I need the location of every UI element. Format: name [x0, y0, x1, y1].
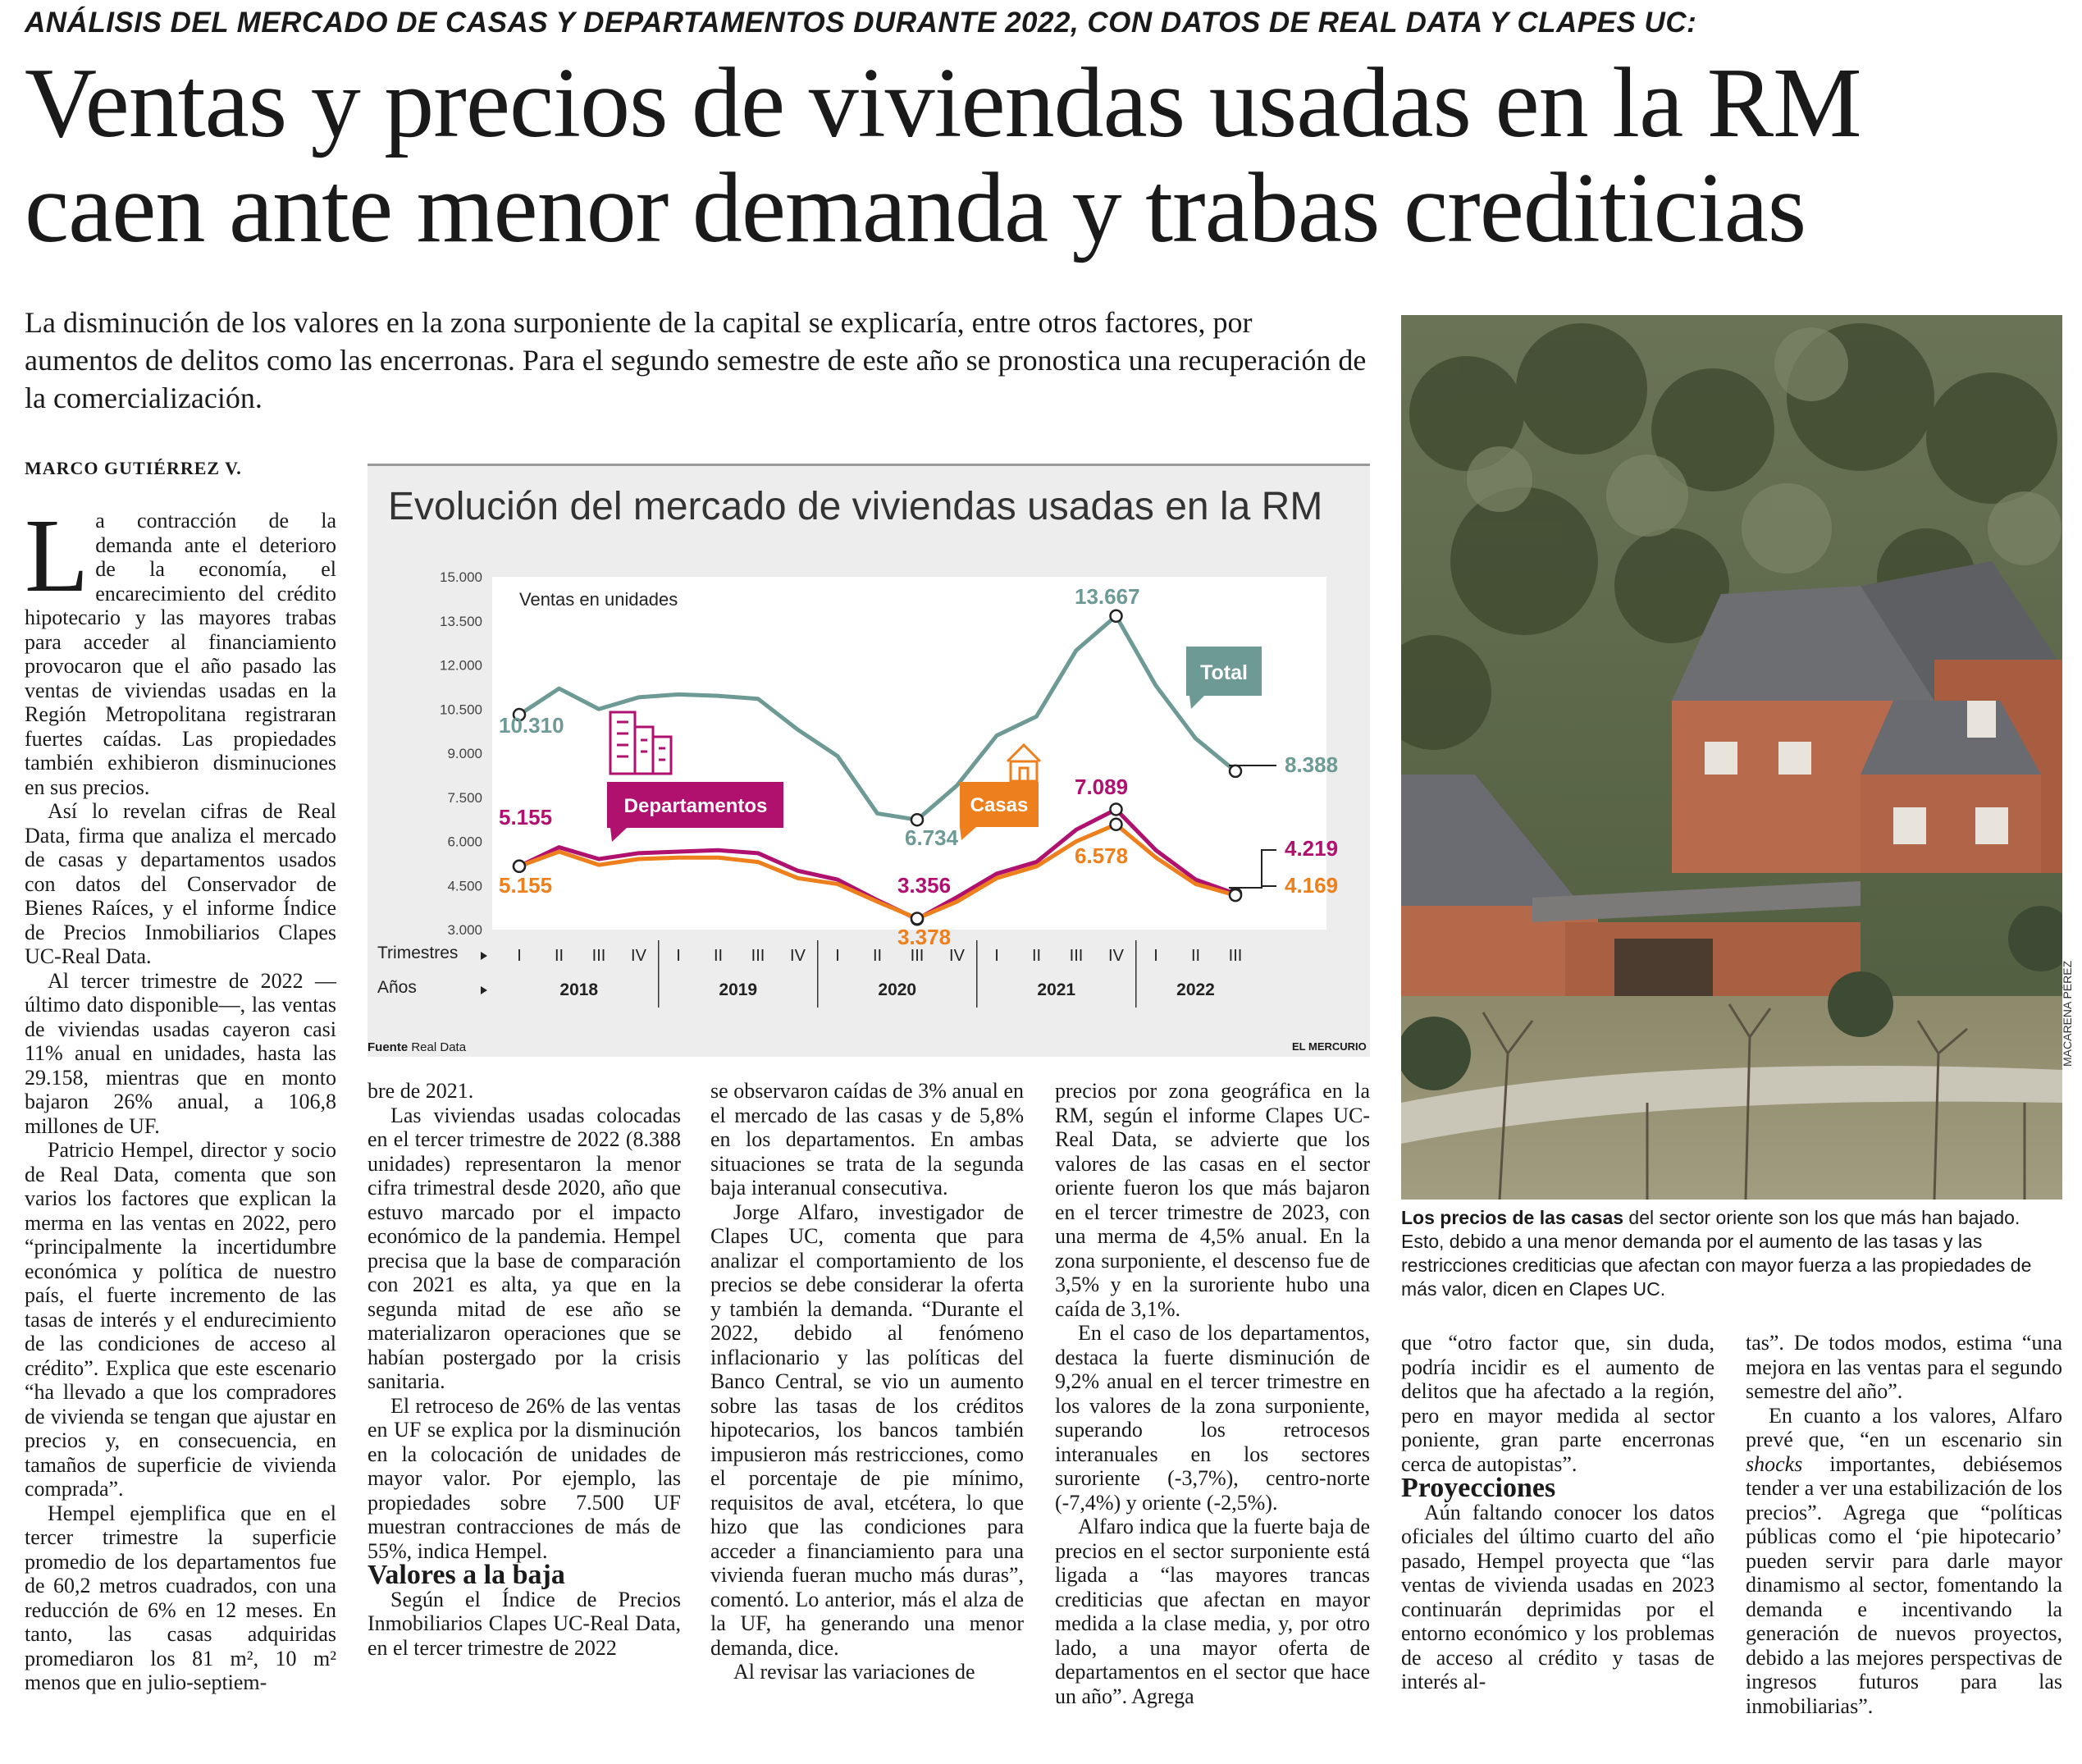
photo-caption: [1401, 1206, 2062, 1301]
section-heading-proyecciones: Proyecciones: [1401, 1473, 1556, 1503]
chart-box: [368, 464, 1370, 1057]
y-tick-label: 9.000: [447, 746, 482, 761]
source-label: Fuente: [368, 1040, 409, 1054]
caption-text: del sector oriente son los que más han bajado. Esto, debido a una menor demanda por el aumento de las tasas y las restricciones crediticias que afectan con mayor fuerza a las propiedades de más valor, dicen en Clapes UC.: [1401, 1207, 2032, 1300]
y-tick-label: 13.500: [440, 613, 482, 629]
data-point-marker: [514, 861, 525, 872]
chart-source: [368, 1040, 466, 1054]
data-point-marker: [1230, 889, 1241, 901]
quarter-tick-label: IV: [631, 947, 646, 965]
chart-title: Evolución del mercado de viviendas usadas en la RM: [388, 485, 1323, 528]
y-tick-label: 6.000: [447, 834, 482, 850]
chart-subtitle: Ventas en unidades: [519, 589, 678, 610]
article-column-1: [25, 497, 336, 1695]
quarter-tick-label: I: [517, 947, 522, 965]
article-column-2: [368, 1079, 681, 1660]
italic-term: shocks: [1746, 1451, 1803, 1476]
label-dep-end: 4.219: [1285, 836, 1339, 861]
article-column-6: [1746, 1331, 2062, 1718]
quarter-tick-label: II: [554, 947, 564, 965]
paragraph: que “otro factor que, sin duda, podría incidir es el aumento de delitos que ha afectado a la región, pero en mayor medida al sector poniente, gran parte encerronas cerca de autopistas”.: [1401, 1331, 1714, 1476]
paragraph: Alfaro indica que la fuerte baja de precios en el sector surponiente está ligada a “las mayores trancas crediticias que afectan en mayor medida a la clase media, y, por otro lado, a una mayor oferta de departamentos en el sector que hace un año”. Agrega: [1055, 1515, 1370, 1708]
chart-publisher: EL MERCURIO: [1292, 1040, 1367, 1053]
quarter-tick-label: III: [1069, 947, 1084, 965]
byline: MARCO GUTIÉRREZ V.: [25, 458, 242, 478]
y-tick-label: 4.500: [447, 878, 482, 894]
quarter-tick-label: I: [1153, 947, 1158, 965]
quarter-tick-label: I: [676, 947, 681, 965]
y-tick-label: 10.500: [440, 701, 482, 718]
paragraph: tas”. De todos modos, estima “una mejora en las ventas para el segundo semestre del año”.: [1746, 1331, 2062, 1403]
headline: [25, 48, 2059, 263]
label-total-end: 8.388: [1285, 752, 1339, 777]
paragraph-text: En cuanto a los valores, Alfaro prevé que, “en un escenario sin: [1746, 1403, 2062, 1451]
paragraph: [25, 497, 336, 799]
years-arrow-icon: [481, 986, 487, 994]
data-point-marker: [1111, 819, 1122, 830]
label-cas-end: 4.169: [1285, 873, 1339, 898]
label-cas-min: 3.378: [897, 925, 952, 949]
source-value: Real Data: [411, 1040, 467, 1054]
data-point-marker: [911, 912, 923, 924]
paragraph: bre de 2021.: [368, 1079, 474, 1103]
y-tick-label: 3.000: [447, 922, 482, 938]
paragraph: En el caso de los departamentos, destaca la fuerte disminución de 9,2% anual en el tercer trimestre en los valores de la zona surponiente, superando los retrocesos interanuales en los sectores suroriente (-3,7%), centro-norte (-7,4%) y oriente (-2,5%).: [1055, 1321, 1370, 1515]
data-point-marker: [1111, 803, 1122, 815]
paragraph-text: a contracción de la demanda ante el deterioro de la economía, el encarecimiento del crédito hipotecario y las mayores trabas para acceder al financiamiento provocaron que el año pasado las ventas de viviendas usadas en la Región Metropolitana registraran fuertes caídas. Las propiedades también exhibieron disminuciones en sus precios.: [25, 509, 336, 799]
paragraph: Las viviendas usadas colocadas en el tercer trimestre de 2022 (8.388 unidades) representaron la menor cifra trimestral desde 2020, año que estuvo marcado por el impacto económico de la pandemia. Hempel precisa que la base de comparación con 2021 es alta, ya que en la segunda mitad de ese año se materializaron operaciones que se habían postergado por la crisis sanitaria.: [368, 1103, 681, 1393]
paragraph: Según el Índice de Precios Inmobiliarios Clapes UC-Real Data, en el tercer trimestre de 2022: [368, 1587, 681, 1660]
data-point-marker: [911, 814, 923, 825]
article-column-3: [710, 1079, 1024, 1684]
y-tick-label: 7.500: [447, 789, 482, 806]
x-axis: [517, 940, 1242, 1008]
label-dep-start: 5.155: [499, 805, 553, 829]
paragraph: Así lo revelan cifras de Real Data, firma que analiza el mercado de casas y departamentos usados con datos del Conservador de Bienes Raíces, y el informe Índice de Precios Inmobiliarios Clapes UC-Real Data.: [25, 799, 336, 968]
quarter-tick-label: III: [910, 947, 925, 965]
legend-departamentos-label: Departamentos: [623, 795, 768, 817]
drop-cap: L: [25, 497, 89, 614]
quarter-tick-label: III: [751, 947, 765, 965]
label-cas-max: 6.578: [1075, 843, 1129, 868]
year-label: 2022: [1176, 980, 1215, 999]
quarter-tick-label: I: [994, 947, 999, 965]
paragraph: Jorge Alfaro, investigador de Clapes UC, comenta que para analizar el comportamiento de los precios se debe considerar la oferta y también la demanda. “Durante el 2022, debido al fenómeno inflacionario y las políticas del Banco Central, se vio un aumento sobre las tasas de los créditos hipotecarios, los bancos también impusieron más restricciones, como el porcentaje de pie mínimo, requisitos de aval, etcétera, lo que hizo que las condiciones para acceder a financiamiento para una vivienda fueran mucho más duras”, comentó. Lo anterior, más el alza de la UF, ha generando una menor demanda, dice.: [710, 1200, 1024, 1660]
article-column-4: [1055, 1079, 1370, 1708]
paragraph: Al tercer trimestre de 2022 —último dato disponible—, las ventas de viviendas usadas cayeron casi 11% anual en unidades, hasta las 29.158, mientras que en monto bajaron 26% anual, a 106,8 millones de UF.: [25, 968, 336, 1138]
y-tick-label: 15.000: [440, 569, 482, 585]
legend-total-label: Total: [1200, 661, 1248, 684]
kicker: ANÁLISIS DEL MERCADO DE CASAS Y DEPARTAMENTOS DURANTE 2022, CON DATOS DE REAL DATA Y CLAPES UC:: [25, 7, 1697, 39]
year-label: 2021: [1037, 980, 1076, 999]
data-point-marker: [1111, 610, 1122, 622]
headline-line-2: caen ante menor demanda y trabas crediticias: [25, 153, 1806, 263]
quarter-tick-label: II: [713, 947, 724, 965]
quarter-tick-label: II: [1190, 947, 1201, 965]
label-total-start: 10.310: [499, 713, 564, 738]
quarters-arrow-icon: [481, 952, 487, 960]
paragraph: Al revisar las variaciones de: [733, 1660, 975, 1684]
houses-photo: [1401, 315, 2062, 1200]
deck: La disminución de los valores en la zona surponiente de la capital se explicaría, entre otros factores, por aumentos de delitos como las encerronas. Para el segundo semestre de este año se pronostica una recuperación de la comercialización.: [25, 306, 1367, 414]
label-total-max: 13.667: [1075, 584, 1140, 609]
label-cas-start: 5.155: [499, 873, 553, 898]
paragraph: precios por zona geográfica en la RM, según el informe Clapes UC-Real Data, se advierte que los valores de las casas en el sector oriente fueron los que más bajaron en el tercer trimestre de 2023, con una merma de 4,5% anual. En la zona surponiente, el descenso fue de 3,5% y en la suroriente hubo una caída de 3,1%.: [1055, 1079, 1370, 1321]
paragraph: Aún faltando conocer los datos oficiales del último cuarto del año pasado, Hempel proyecta que “las ventas de vivienda usadas en 2023 continuarán deprimidas por el entorno económico y los problemas de acceso al crédito y tasas de interés al-: [1401, 1500, 1714, 1693]
label-dep-min: 3.356: [897, 873, 952, 898]
quarter-tick-label: I: [835, 947, 840, 965]
years-row-label: Años: [377, 978, 417, 997]
quarter-tick-label: III: [1228, 947, 1243, 965]
quarter-tick-label: II: [872, 947, 883, 965]
quarters-row-label: Trimestres: [377, 944, 459, 962]
headline-line-1: Ventas y precios de viviendas usadas en la RM: [25, 48, 1861, 158]
quarter-tick-label: IV: [790, 947, 806, 965]
year-label: 2018: [559, 980, 599, 999]
paragraph: El retroceso de 26% de las ventas en UF se explica por la disminución en la colocación de unidades de mayor valor. Por ejemplo, las propiedades sobre 7.500 UF muestran contracciones de más de 55%, indica Hempel.: [368, 1393, 681, 1563]
paragraph: se observaron caídas de 3% anual en el mercado de las casas y de 5,8% en los departamentos. En ambas situaciones se trata de la segunda baja interanual consecutiva.: [710, 1079, 1024, 1200]
photo-illustration: [1401, 315, 2062, 1200]
data-point-marker: [1230, 765, 1241, 777]
y-tick-label: 12.000: [440, 657, 482, 674]
paragraph: [1746, 1404, 2062, 1719]
quarter-tick-label: IV: [1108, 947, 1124, 965]
y-axis: [440, 569, 482, 938]
paragraph: Hempel ejemplifica que en el tercer trimestre la superficie promedio de los departamentos fue de 60,2 metros cuadrados, con una reducción de 6% en 12 meses. En tanto, las casas adquiridas promediaron los 81 m², 10 m² menos que en julio-septiem-: [25, 1501, 336, 1694]
paragraph: Patricio Hempel, director y socio de Real Data, comenta que son varios los factores que explican la merma en las ventas en 2022, pero “principalmente la incertidumbre económica y política de nuestro país, el fuerte incremento de las tasas de interés y el endurecimiento de las condiciones de acceso al crédito”. Explica que este escenario “ha llevado a que los compradores de vivienda se tengan que ajustar en precios y, en consecuencia, en tamaños de superficie de vivienda comprada”.: [25, 1138, 336, 1501]
photo-credit: MACARENA PÉREZ: [2061, 960, 2074, 1067]
quarter-tick-label: III: [591, 947, 606, 965]
year-label: 2019: [719, 980, 758, 999]
year-label: 2020: [878, 980, 917, 999]
sales-chart: [368, 466, 1370, 1040]
quarter-tick-label: IV: [949, 947, 965, 965]
label-dep-max: 7.089: [1075, 775, 1129, 799]
quarter-tick-label: II: [1031, 947, 1042, 965]
paragraph-text: importantes, debiésemos tender a ver una estabilización de los precios”. Agrega que “políticas públicas como el ‘pie hipotecario’ pueden servir para darle mayor dinamismo al sector, fomentando la demanda e incentivando la generación de nuevos proyectos, debido a las mejores perspectivas de ingresos futuros para las inmobiliarias”.: [1746, 1451, 2062, 1718]
section-heading-valores: Valores a la baja: [368, 1560, 565, 1590]
caption-lead: Los precios de las casas: [1401, 1207, 1624, 1228]
article-column-5: [1401, 1331, 1714, 1694]
legend-casas-label: Casas: [970, 794, 1029, 816]
label-total-min: 6.734: [905, 825, 959, 850]
